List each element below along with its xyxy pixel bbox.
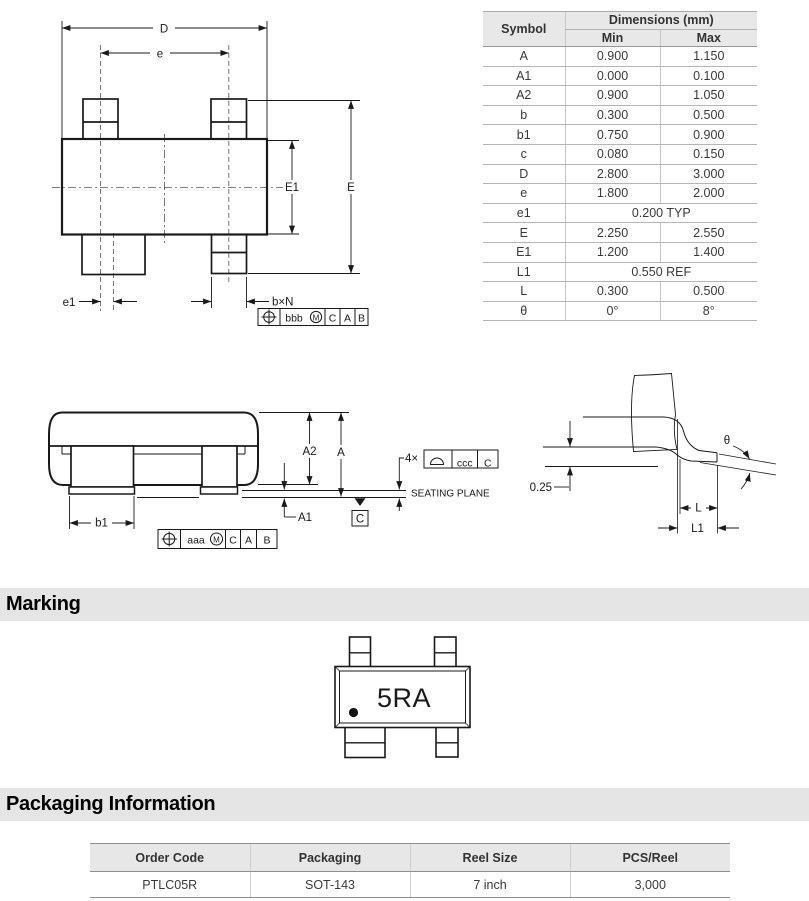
table-cell: 0.900 — [565, 86, 660, 106]
table-cell: 0° — [565, 301, 660, 321]
table-cell: e — [483, 184, 565, 204]
package-side-view-and-lead-detail — [0, 360, 809, 560]
table-cell: θ — [483, 301, 565, 321]
table-cell: 0.500 — [660, 282, 757, 302]
table-row — [483, 66, 757, 86]
marking-code: 5RA — [376, 683, 432, 713]
dimensions-table-header — [483, 12, 757, 47]
package-outline-top-view — [0, 0, 480, 350]
table-cell: 1.800 — [565, 184, 660, 204]
col-header-reel-size: Reel Size — [410, 844, 570, 872]
label-theta: θ — [723, 435, 731, 447]
table-cell: 1.200 — [565, 242, 660, 262]
side-view-body — [49, 413, 258, 495]
surface-profile-icon — [431, 458, 444, 465]
col-header-min: Min — [565, 29, 660, 47]
table-cell: 0.300 — [565, 282, 660, 302]
label-datum-c: C — [355, 513, 365, 526]
frame-datum-2: A — [343, 312, 352, 325]
centerlines — [52, 45, 284, 311]
table-cell: 0.900 — [660, 125, 757, 145]
label-A: A — [337, 447, 345, 459]
side-lead-left-foot — [69, 487, 135, 494]
label-bxN: b×N — [272, 296, 294, 309]
side-lead-left — [71, 446, 134, 487]
table-cell: 2.000 — [660, 184, 757, 204]
table-row — [483, 301, 757, 321]
frame-tolerance-value: bbb — [285, 312, 303, 325]
frame-tolerance-value: aaa — [187, 534, 205, 547]
label-b1: b1 — [95, 517, 108, 530]
table-cell: e1 — [483, 203, 565, 223]
label-L: L — [695, 502, 702, 515]
frame-modifier-letter: M — [312, 313, 320, 323]
col-header-order-code: Order Code — [90, 844, 250, 872]
table-row — [483, 203, 757, 223]
dimension-bxN — [191, 277, 269, 308]
table-row — [483, 282, 757, 302]
label-A2: A2 — [302, 446, 317, 458]
table-cell: 2.800 — [565, 164, 660, 184]
frame-datum-1: C — [229, 534, 237, 547]
table-cell: A1 — [483, 66, 565, 86]
frame-datum-3: B — [357, 312, 366, 325]
table-cell: 0.300 — [565, 105, 660, 125]
table-cell: 2.250 — [565, 223, 660, 243]
frame-datum-1: C — [328, 312, 337, 325]
packaging-heading: Packaging Information — [6, 793, 216, 815]
table-cell: 2.550 — [660, 223, 757, 243]
dimensions-table-body — [483, 47, 757, 321]
table-row — [483, 144, 757, 164]
label-E: E — [347, 182, 355, 194]
table-row — [483, 125, 757, 145]
dimension-theta — [733, 446, 750, 489]
marking-lead-bottom-right — [436, 726, 458, 757]
table-cell: 0.500 — [660, 105, 757, 125]
label-gauge-025: 0.25 — [529, 482, 552, 494]
table-cell: 0.900 — [565, 47, 660, 67]
frame-datum-3: B — [263, 534, 271, 547]
table-cell: 7 inch — [410, 872, 570, 898]
table-cell: 1.150 — [660, 47, 757, 67]
table-row — [90, 872, 730, 898]
table-row — [483, 262, 757, 282]
side-lead-right — [202, 446, 237, 487]
lead-detail-view — [543, 374, 776, 476]
seating-plane-lines — [137, 485, 406, 498]
packaging-table-header — [90, 844, 730, 872]
table-row — [483, 105, 757, 125]
marking-section-header — [0, 588, 809, 621]
datum-triangle-icon — [355, 498, 366, 506]
table-row — [483, 223, 757, 243]
label-4x: 4× — [405, 453, 419, 465]
flatness-datum: C — [484, 457, 492, 470]
side-lead-right-foot — [201, 487, 238, 494]
label-e: e — [156, 48, 164, 61]
label-E1: E1 — [284, 182, 300, 194]
table-cell: 0.080 — [565, 144, 660, 164]
packaging-table — [90, 843, 730, 898]
table-cell: 8° — [660, 301, 757, 321]
table-cell: b1 — [483, 125, 565, 145]
packaging-table-body — [90, 872, 730, 898]
dimension-D — [62, 21, 267, 138]
table-cell: 1.050 — [660, 86, 757, 106]
table-cell: 0.750 — [565, 125, 660, 145]
col-header-symbol: Symbol — [483, 12, 565, 47]
label-D: D — [159, 23, 169, 36]
table-row — [483, 242, 757, 262]
table-cell: 0.000 — [565, 66, 660, 86]
label-A1: A1 — [298, 512, 313, 524]
frame-datum-2: A — [244, 534, 253, 547]
table-row — [483, 86, 757, 106]
table-cell: c — [483, 144, 565, 164]
table-cell: 0.550 REF — [565, 262, 757, 282]
table-cell: 3.000 — [660, 164, 757, 184]
position-tolerance-icon — [262, 310, 277, 325]
dimension-gauge-025 — [554, 421, 570, 491]
table-cell: b — [483, 105, 565, 125]
table-cell: E — [483, 223, 565, 243]
flatness-tolerance-value: ccc — [456, 457, 473, 470]
table-cell: A — [483, 47, 565, 67]
dimension-E — [248, 101, 360, 274]
table-cell: 0.100 — [660, 66, 757, 86]
label-e1: e1 — [62, 297, 76, 309]
table-cell: 3,000 — [570, 872, 730, 898]
table-cell: 0.150 — [660, 144, 757, 164]
col-header-dimensions: Dimensions (mm) — [565, 12, 757, 30]
table-cell: A2 — [483, 86, 565, 106]
table-row — [483, 184, 757, 204]
table-row — [483, 164, 757, 184]
table-cell: E1 — [483, 242, 565, 262]
packaging-section-header — [0, 788, 809, 821]
table-cell: SOT-143 — [250, 872, 410, 898]
table-row — [483, 47, 757, 67]
label-L1: L1 — [691, 523, 704, 535]
col-header-packaging: Packaging — [250, 844, 410, 872]
table-cell: PTLC05R — [90, 872, 250, 898]
table-cell: L1 — [483, 262, 565, 282]
dimension-e — [101, 46, 229, 60]
table-cell: L — [483, 282, 565, 302]
table-cell: D — [483, 164, 565, 184]
marking-drawing — [320, 630, 500, 765]
frame-modifier-letter: M — [213, 535, 220, 545]
dimensions-table — [483, 11, 757, 321]
position-tolerance-icon — [162, 532, 178, 547]
col-header-max: Max — [660, 29, 757, 47]
table-cell: 1.400 — [660, 242, 757, 262]
col-header-pcs-reel: PCS/Reel — [570, 844, 730, 872]
table-cell: 0.200 TYP — [565, 203, 757, 223]
body-fragment — [631, 374, 677, 452]
marking-lead-bottom-left — [345, 726, 385, 758]
label-seating-plane: SEATING PLANE — [411, 488, 490, 500]
pin1-dot-icon — [349, 708, 358, 717]
marking-heading: Marking — [6, 593, 81, 615]
